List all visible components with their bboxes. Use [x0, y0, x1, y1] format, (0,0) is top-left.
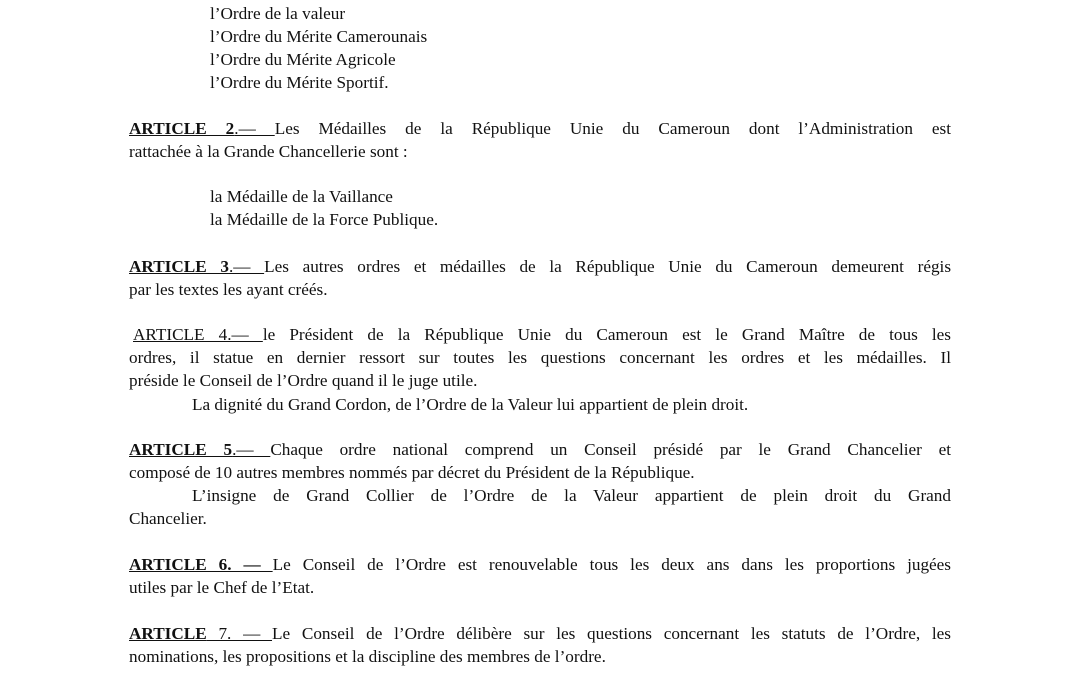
article-3-line-1: ARTICLE 3.— Les autres ordres et médailles de la République Unie du Cameroun demeurent régis: [129, 257, 952, 276]
article-3-heading: ARTICLE 3.—: [129, 257, 265, 276]
article-7-line-1: ARTICLE 7. — Le Conseil de l’Ordre délibère sur les questions concernant les statuts de l’Ordre, les: [129, 624, 952, 643]
orders-list-item: l’Ordre du Mérite Agricole: [210, 50, 396, 69]
article-5-heading: ARTICLE 5.—: [129, 440, 271, 459]
article-5-line-3: L’insigne de Grand Collier de l’Ordre de la Valeur appartient de plein droit du Grand: [192, 486, 951, 505]
article-7-line-2: nominations, les propositions et la discipline des membres de l’ordre.: [129, 647, 606, 666]
orders-list-item: l’Ordre du Mérite Sportif.: [210, 73, 389, 92]
article-4-line-2: ordres, il statue en dernier ressort sur toutes les questions concernant les ordres et les médailles. Il: [129, 348, 951, 367]
article-4-line-4: La dignité du Grand Cordon, de l’Ordre de la Valeur lui appartient de plein droit.: [192, 395, 749, 414]
article-2-line-2: rattachée à la Grande Chancellerie sont :: [129, 142, 408, 161]
article-2-heading: ARTICLE 2.—: [129, 119, 275, 138]
article-4-line-1: ARTICLE 4.— le Président de la République Unie du Cameroun est le Grand Maître de tous les: [133, 325, 951, 344]
orders-list-item: l’Ordre de la valeur: [210, 4, 346, 23]
article-4-heading: ARTICLE 4.—: [133, 325, 263, 344]
article-6-line-1: ARTICLE 6. — Le Conseil de l’Ordre est renouvelable tous les deux ans dans les proportions jugées: [129, 555, 951, 574]
article-4-line-3: préside le Conseil de l’Ordre quand il le juge utile.: [129, 371, 478, 390]
medals-list-item: la Médaille de la Vaillance: [210, 187, 393, 206]
article-7-heading: ARTICLE 7. —: [129, 624, 273, 643]
article-2-line-1: ARTICLE 2.— Les Médailles de la République Unie du Cameroun dont l’Administration est: [129, 119, 952, 138]
medals-list-item: la Médaille de la Force Publique.: [210, 210, 439, 229]
article-5-line-2: composé de 10 autres membres nommés par décret du Président de la République.: [129, 463, 695, 482]
article-5-line-1: ARTICLE 5.— Chaque ordre national comprend un Conseil présidé par le Grand Chancelier et: [129, 440, 952, 459]
article-3-line-2: par les textes les ayant créés.: [129, 280, 328, 299]
article-5-line-4: Chancelier.: [129, 509, 207, 528]
article-6-line-2: utiles par le Chef de l’Etat.: [129, 578, 315, 597]
article-6-heading: ARTICLE 6. —: [129, 555, 273, 574]
orders-list-item: l’Ordre du Mérite Camerounais: [210, 27, 428, 46]
